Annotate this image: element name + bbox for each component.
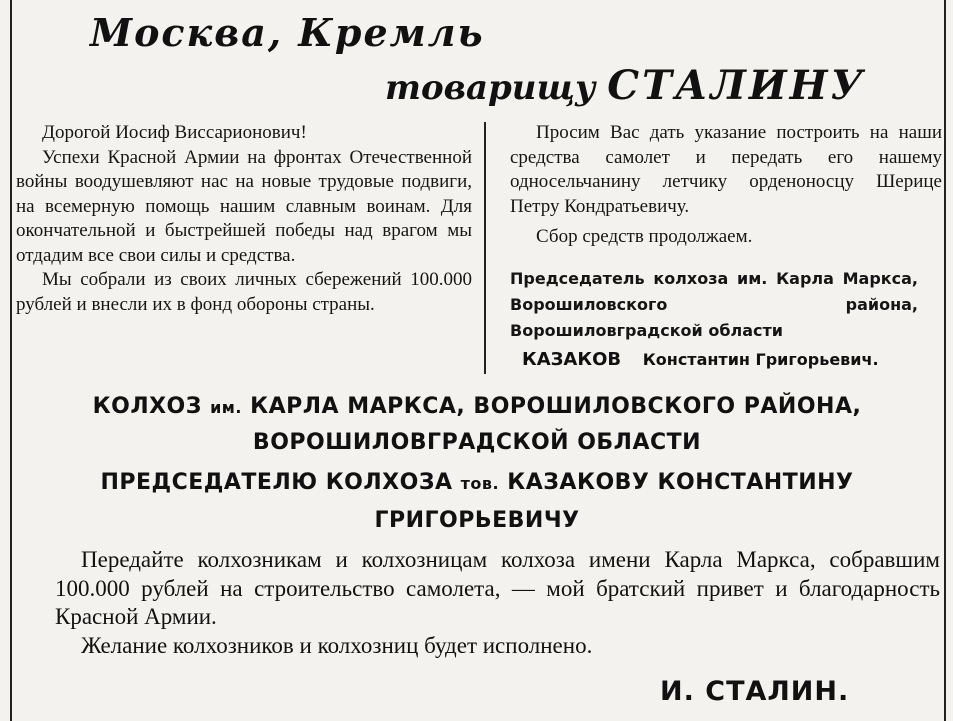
letter-paragraph-4: Сбор средств продолжаем. [536, 226, 753, 247]
column-divider [484, 122, 486, 374]
reply-paragraph-1: Передайте колхозникам и колхозницам колхоза имени Карла Маркса, собравшим 100.000 рублей на строительство самолета, — мой братский привет и благодарность Красной Армии. [55, 547, 940, 629]
headline-addressee-lower: товарищу [385, 68, 596, 108]
reply-address-im: им. [210, 398, 242, 417]
left-border-rule [10, 0, 12, 721]
letter-signature-title: Председатель колхоза им. Карла Маркса, Ворошиловского района, Ворошиловградской области [510, 269, 918, 340]
signature-given-names: Константин Григорьевич. [642, 350, 879, 369]
letter-paragraph-3: Просим Вас дать указание построить на наши средства самолет и передать его нашему односельчанину летчику орденоносцу Шерице Петру Кондратьевичу. [510, 122, 942, 217]
reply-address-kolkhoz: КОЛХОЗ [92, 394, 202, 419]
signature-surname: КАЗАКОВ [522, 349, 622, 370]
reply-body [55, 546, 940, 660]
reply-address-tov: тов. [460, 474, 500, 493]
reply-address-line-4: ГРИГОРЬЕВИЧУ [374, 508, 580, 533]
letter-right-column [510, 121, 942, 250]
reply-signature: И. СТАЛИН. [660, 676, 850, 707]
letter-left-column [16, 121, 472, 317]
right-border-rule [944, 0, 946, 721]
letter-signature-name [522, 349, 879, 370]
reply-address-line-1 [16, 394, 938, 419]
reply-address-line-2: ВОРОШИЛОВГРАДСКОЙ ОБЛАСТИ [252, 430, 702, 455]
headline-addressee [385, 62, 866, 109]
reply-address-line-3 [16, 470, 938, 495]
letter-greeting: Дорогой Иосиф Виссарионович! [42, 122, 307, 143]
reply-address-chairman: ПРЕДСЕДАТЕЛЮ КОЛХОЗА [100, 470, 453, 495]
letter-paragraph-2: Мы собрали из своих личных сбережений 100.000 рублей и внесли их в фонд обороны страны. [16, 269, 472, 315]
reply-address-recipient: КАЗАКОВУ КОНСТАНТИНУ [507, 470, 854, 495]
letter-paragraph-1: Успехи Красной Армии на фронтах Отечественной войны воодушевляют нас на новые трудовые подвиги, на всемерную помощь нашим славным воинам. Для окончательной и быстрейшей победы над врагом мы отдадим все свои силы и средства. [16, 146, 472, 266]
headline-location: Москва, Кремль [90, 10, 485, 55]
reply-paragraph-2: Желание колхозников и колхозниц будет исполнено. [81, 632, 593, 658]
reply-address-name: КАРЛА МАРКСА, ВОРОШИЛОВСКОГО РАЙОНА, [250, 394, 862, 419]
headline-addressee-caps: СТАЛИНУ [607, 62, 866, 109]
